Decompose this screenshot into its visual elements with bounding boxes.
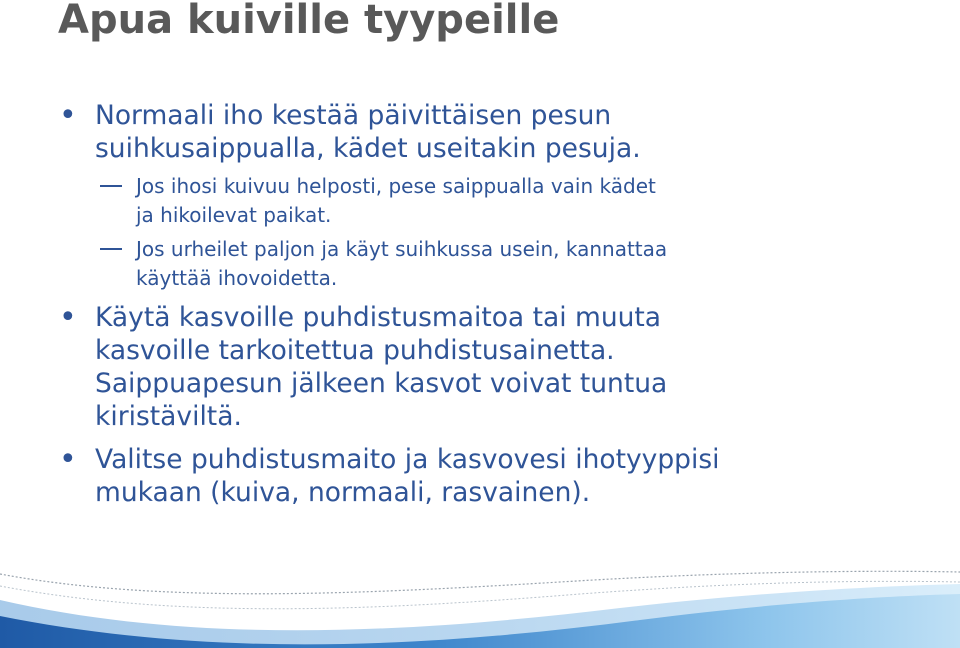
bullet-item [59, 442, 720, 509]
sub-bullet-item [136, 172, 656, 230]
dash-icon [100, 248, 122, 250]
bullet-item [59, 98, 641, 165]
bullet-text: Käytä kasvoille puhdistusmaitoa tai muuta kasvoille tarkoitettua puhdistusainetta. Saippuapesun jälkeen kasvot voivat tuntua kiristäviltä. [95, 302, 668, 432]
bullet-text: Normaali iho kestää päivittäisen pesun suihkusaippualla, kädet useitakin pesuja. [95, 100, 641, 164]
bullet-dot-icon: • [59, 442, 77, 477]
bullet-dot-icon: • [59, 98, 77, 133]
wave-decoration [0, 560, 960, 648]
dash-icon [100, 185, 122, 187]
bullet-text: Valitse puhdistusmaito ja kasvovesi ihotyyppisi mukaan (kuiva, normaali, rasvainen). [95, 444, 720, 508]
sub-bullet-text: Jos urheilet paljon ja käyt suihkussa usein, kannattaa käyttää ihovoidetta. [136, 237, 668, 290]
bullet-item [59, 300, 668, 433]
bullet-dot-icon: • [59, 300, 77, 335]
sub-bullet-text: Jos ihosi kuivuu helposti, pese saippualla vain kädet ja hikoilevat paikat. [136, 174, 656, 227]
slide-title: Apua kuiville tyypeille [58, 0, 560, 43]
sub-bullet-item [136, 235, 667, 293]
